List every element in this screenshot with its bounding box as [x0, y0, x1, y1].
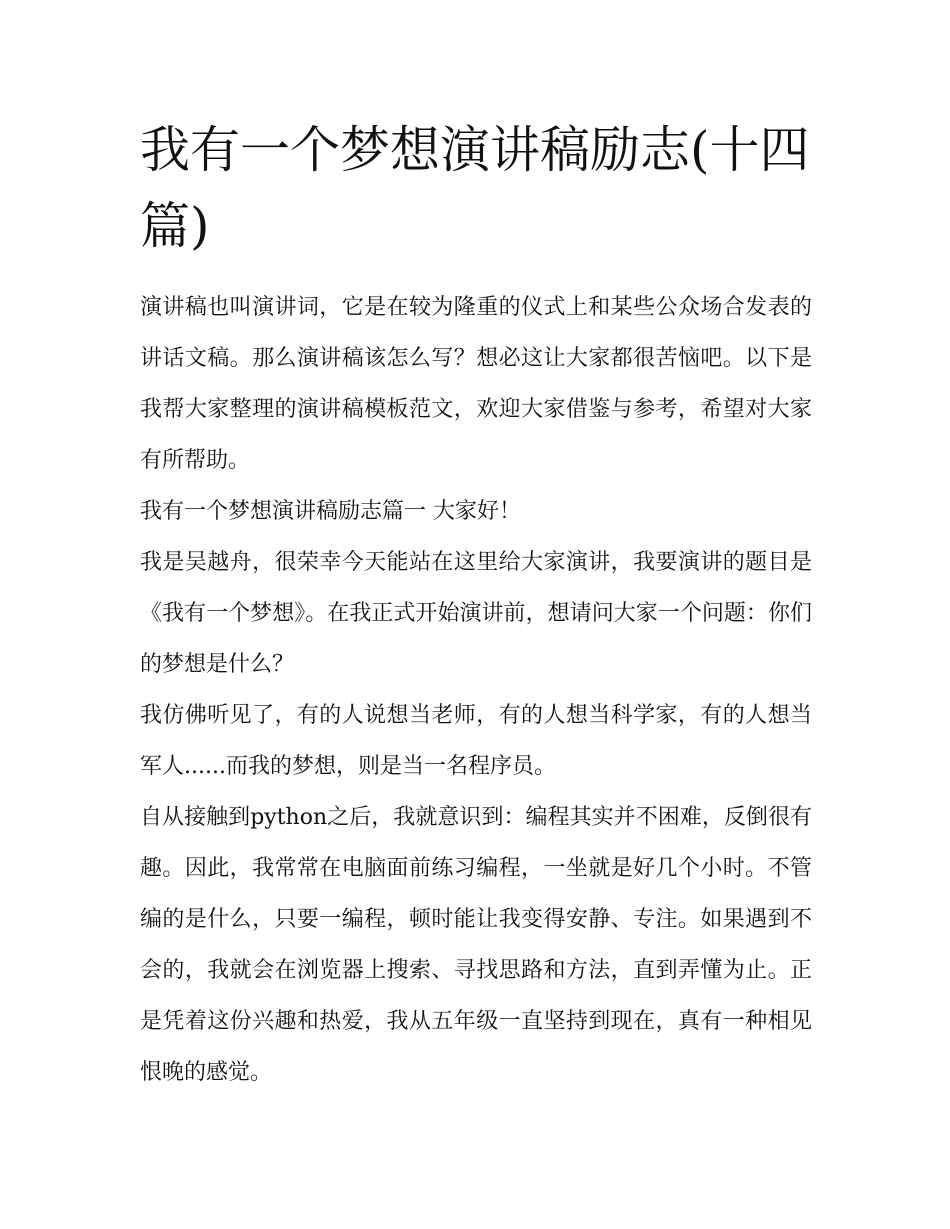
body-paragraph: 我是吴越舟，很荣幸今天能站在这里给大家演讲，我要演讲的题目是《我有一个梦想》。在我正式开始演讲前，想请问大家一个问题：你们的梦想是什么？ [140, 550, 812, 677]
document-body [140, 112, 812, 1098]
body-paragraph: 自从接触到python之后，我就意识到：编程其实并不困难，反倒很有趣。因此，我常常在电脑面前练习编程，一坐就是好几个小时。不管编的是什么，只要一编程，顿时能让我变得安静、专注。如果遇到不会的，我就会在浏览器上搜索、寻找思路和方法，直到弄懂为止。正是凭着这份兴趣和热爱，我从五年级一直坚持到现在，真有一种相见恨晚的感觉。 [140, 805, 812, 1085]
intro-paragraph: 演讲稿也叫演讲词，它是在较为隆重的仪式上和某些公众场合发表的讲话文稿。那么演讲稿该怎么写？想必这让大家都很苦恼吧。以下是我帮大家整理的演讲稿模板范文，欢迎大家借鉴与参考，希望对大家有所帮助。 [140, 295, 812, 473]
document-title: 我有一个梦想演讲稿励志(十四篇) [140, 121, 810, 255]
section-heading-paragraph: 我有一个梦想演讲稿励志篇一 大家好！ [140, 499, 521, 524]
body-paragraph: 我仿佛听见了，有的人说想当老师，有的人想当科学家，有的人想当军人......而我的梦想，则是当一名程序员。 [140, 703, 812, 779]
